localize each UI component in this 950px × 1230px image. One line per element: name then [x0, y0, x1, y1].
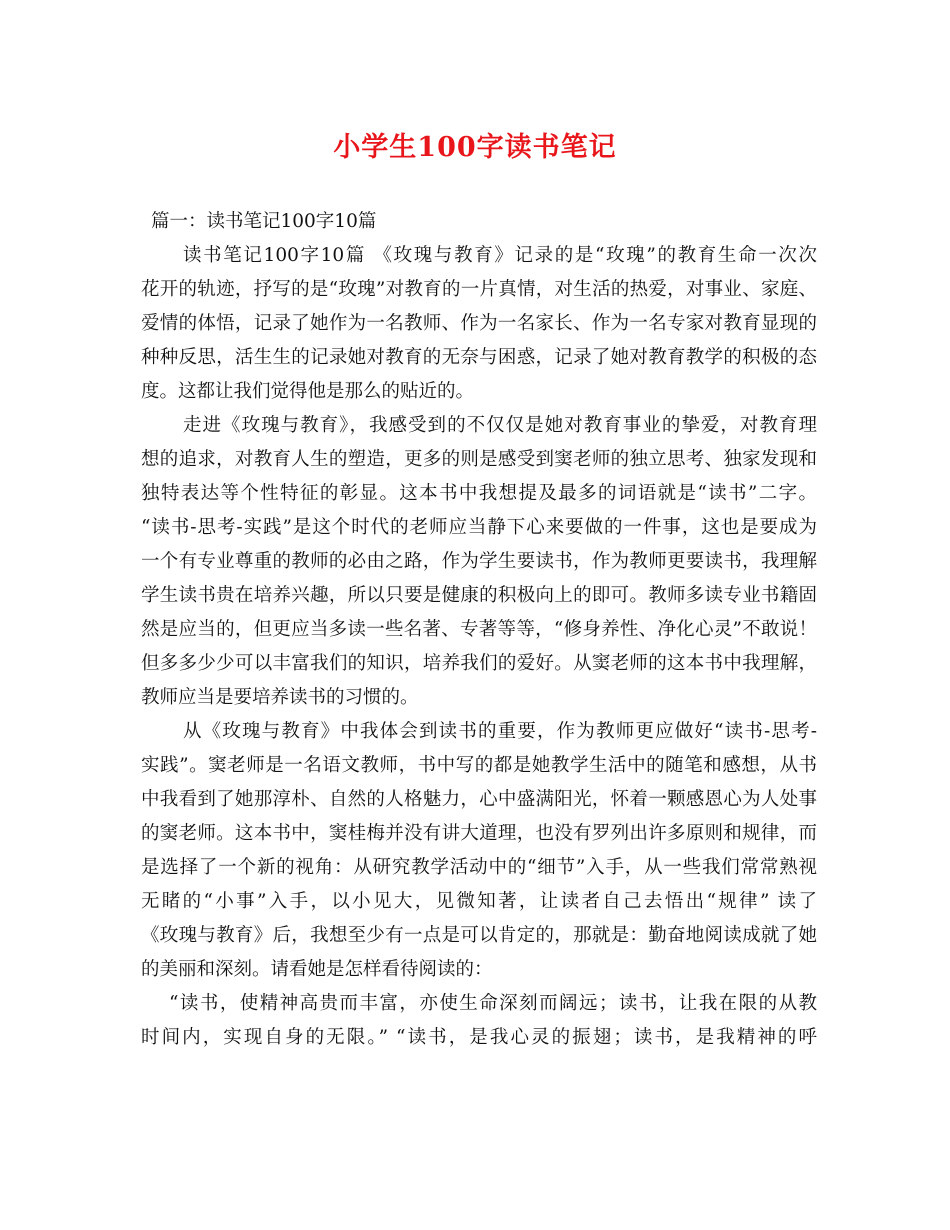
paragraph-line: 独特表达等个性特征的彰显。这本书中我想提及最多的词语就是“读书”二字。 [141, 483, 817, 504]
paragraph-line: 学生读书贵在培养兴趣，所以只要是健康的积极向上的即可。教师多读专业书籍固 [141, 585, 817, 606]
paragraph-line: 从《玫瑰与教育》中我体会到读书的重要，作为教师更应做好“读书-思考- [183, 721, 817, 742]
paragraph-line: 种种反思，活生生的记录她对教育的无奈与困惑，记录了她对教育教学的积极的态 [141, 347, 817, 368]
paragraph-line: 无睹的“小事”入手，以小见大，见微知著，让读者自己去悟出“规律” 读了 [141, 891, 817, 912]
section-heading: 篇一：读书笔记100字10篇 [151, 211, 377, 232]
paragraph-line: 实践”。窦老师是一名语文教师，书中写的都是她教学生活中的随笔和感想，从书 [141, 755, 817, 776]
paragraph-line: 《玫瑰与教育》后，我想至少有一点是可以肯定的，那就是：勤奋地阅读成就了她 [141, 925, 817, 946]
paragraph-line: 读书笔记100字10篇 《玫瑰与教育》记录的是“玫瑰”的教育生命一次次 [183, 245, 817, 266]
paragraph-line: “读书，使精神高贵而丰富，亦使生命深刻而阔远；读书，让我在限的从教 [169, 993, 817, 1014]
paragraph-line: 是选择了一个新的视角：从研究教学活动中的“细节”入手，从一些我们常常熟视 [141, 857, 817, 878]
paragraph-line: 想的追求，对教育人生的塑造，更多的则是感受到窦老师的独立思考、独家发现和 [141, 449, 817, 470]
paragraph-line: 然是应当的，但更应当多读一些名著、专著等等，“修身养性、净化心灵”不敢说！ [141, 619, 817, 640]
paragraph-line: 花开的轨迹，抒写的是“玫瑰”对教育的一片真情，对生活的热爱，对事业、家庭、 [141, 279, 817, 300]
paragraph-line: 教师应当是要培养读书的习惯的。 [141, 687, 419, 708]
document-body [141, 205, 817, 1055]
paragraph-line: 一个有专业尊重的教师的必由之路，作为学生要读书，作为教师更要读书，我理解 [141, 551, 817, 572]
paragraph-line: 走进《玫瑰与教育》，我感受到的不仅仅是她对教育事业的挚爱，对教育理 [183, 415, 817, 436]
paragraph-line: 但多多少少可以丰富我们的知识，培养我们的爱好。从窦老师的这本书中我理解， [141, 653, 817, 674]
paragraph-line: 时间内，实现自身的无限。” “读书，是我心灵的振翅；读书，是我精神的呼 [141, 1027, 817, 1048]
paragraph-line: “读书-思考-实践”是这个时代的老师应当静下心来要做的一件事，这也是要成为 [141, 517, 817, 538]
paragraph-line: 中我看到了她那淳朴、自然的人格魅力，心中盛满阳光，怀着一颗感恩心为人处事 [141, 789, 817, 810]
paragraph-line: 的美丽和深刻。请看她是怎样看待阅读的： [141, 959, 493, 980]
paragraph-line: 爱情的体悟，记录了她作为一名教师、作为一名家长、作为一名专家对教育显现的 [141, 313, 817, 334]
document-title: 小学生100字读书笔记 [333, 132, 617, 163]
paragraph-line: 的窦老师。这本书中，窦桂梅并没有讲大道理，也没有罗列出许多原则和规律，而 [141, 823, 817, 844]
paragraph-line: 度。这都让我们觉得他是那么的贴近的。 [141, 381, 475, 402]
